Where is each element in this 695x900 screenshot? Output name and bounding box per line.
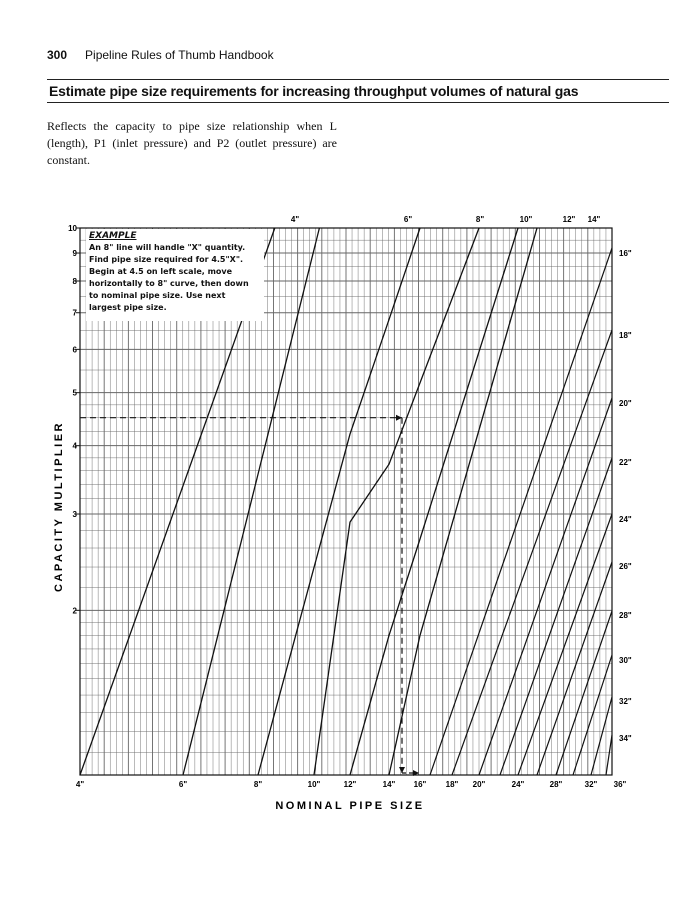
top-size-label: 4" — [290, 215, 300, 224]
x-tick-label: 6" — [178, 780, 188, 789]
series-line — [556, 611, 612, 775]
section-title: Estimate pipe size requirements for increasing throughput volumes of natural gas — [49, 83, 579, 99]
y-tick-label: 5 — [72, 388, 77, 398]
series-line — [537, 562, 612, 775]
x-tick-label: 12" — [343, 780, 357, 789]
example-line: An 8" line will handle "X" quantity. — [89, 243, 246, 252]
y-tick-label: 8 — [72, 277, 77, 287]
example-line: Begin at 4.5 on left scale, move — [89, 267, 233, 276]
example-line: horizontally to 8" curve, then down — [89, 279, 249, 288]
x-tick-label: 8" — [253, 780, 263, 789]
top-size-label: 6" — [403, 215, 413, 224]
x-tick-label: 16" — [413, 780, 427, 789]
x-tick-label: 10" — [307, 780, 321, 789]
right-size-label: 18" — [619, 331, 632, 340]
right-size-label: 30" — [619, 656, 632, 665]
right-size-label: 34" — [619, 734, 632, 743]
right-size-label: 32" — [619, 697, 632, 706]
example-title: EXAMPLE — [89, 231, 137, 241]
x-tick-label: 24" — [511, 780, 525, 789]
page-number: 300 — [47, 48, 68, 62]
right-size-label: 22" — [619, 458, 632, 467]
right-size-label: 26" — [619, 562, 632, 571]
y-tick-label: 6 — [72, 345, 77, 355]
y-tick-label: 2 — [72, 606, 77, 616]
x-tick-label: 18" — [445, 780, 459, 789]
x-tick-label: 14" — [382, 780, 396, 789]
series-line — [389, 228, 537, 775]
series-line — [500, 458, 612, 775]
example-arrow-down — [399, 767, 405, 773]
x-tick-label: 4" — [75, 780, 85, 789]
x-axis-title: NOMINAL PIPE SIZE — [275, 800, 425, 812]
example-arrow-right — [396, 415, 402, 421]
series-line — [258, 228, 420, 775]
y-tick-label: 9 — [72, 249, 77, 259]
example-line: Find pipe size required for 4.5"X". — [89, 255, 244, 264]
top-size-label: 14" — [587, 215, 601, 224]
y-tick-label: 10 — [68, 224, 77, 233]
example-box — [86, 229, 264, 321]
x-tick-label: 36" — [613, 780, 627, 789]
y-tick-label: 3 — [72, 510, 77, 520]
right-size-label: 20" — [619, 399, 632, 408]
series-line — [430, 248, 612, 775]
top-size-label: 10" — [519, 215, 533, 224]
x-tick-label: 28" — [549, 780, 563, 789]
x-tick-label: 32" — [584, 780, 598, 789]
right-size-label: 24" — [619, 515, 632, 524]
right-size-label: 28" — [619, 611, 632, 620]
y-tick-label: 4 — [72, 441, 77, 451]
example-line: to nominal pipe size. Use next — [89, 291, 226, 300]
series-line — [350, 228, 518, 775]
y-tick-label: 7 — [72, 308, 77, 318]
right-size-label: 16" — [619, 249, 632, 258]
top-size-label: 12" — [562, 215, 576, 224]
y-axis-title: CAPACITY MULTIPLIER — [53, 421, 65, 592]
series-line — [606, 735, 612, 775]
top-size-label: 8" — [475, 215, 485, 224]
intro-paragraph: Reflects the capacity to pipe size relationship when L (length), P1 (inlet pressure) and P2 (outlet pressure) are constant. — [47, 119, 337, 167]
x-tick-label: 20" — [472, 780, 486, 789]
example-line: largest pipe size. — [89, 303, 167, 312]
series-line — [314, 228, 479, 775]
book-title: Pipeline Rules of Thumb Handbook — [85, 48, 274, 62]
